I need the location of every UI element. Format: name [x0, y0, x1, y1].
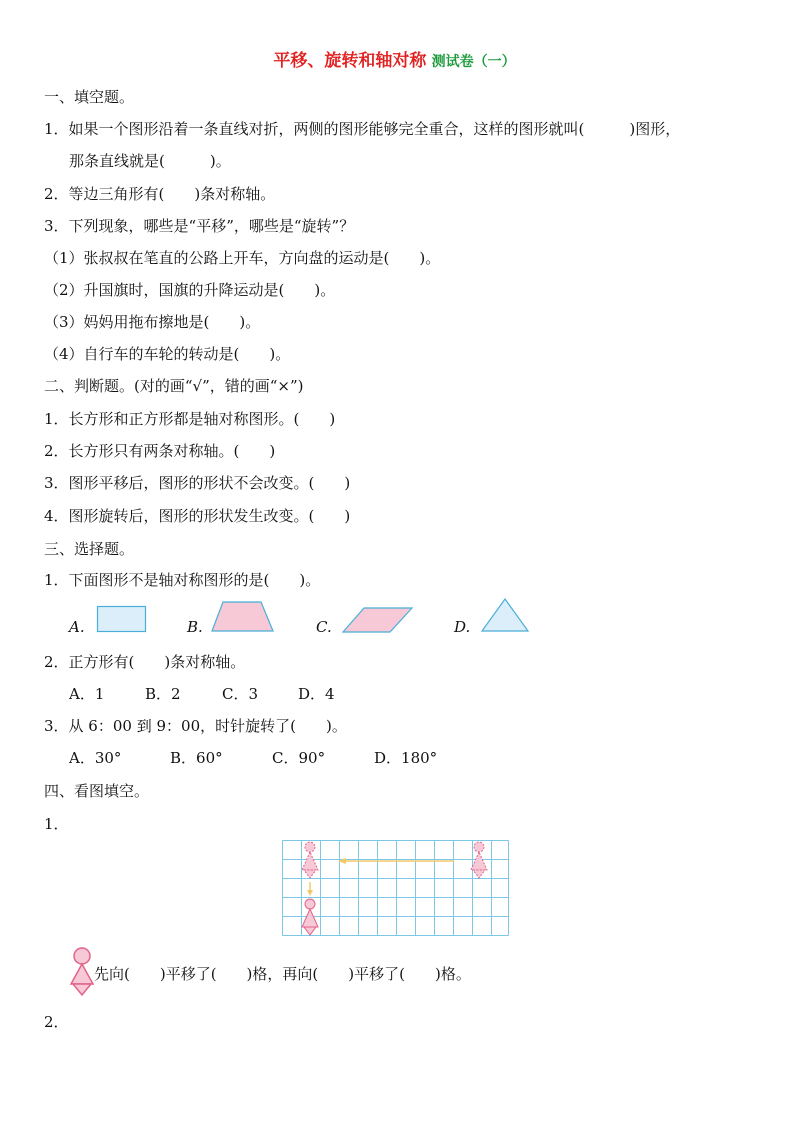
s1-q1-line1: 1．如果一个图形沿着一条直线对折，两侧的图形能够完全重合，这样的图形就叫( )图形， [44, 120, 681, 138]
s2-q2: 2．长方形只有两条对称轴。( ) [44, 442, 276, 460]
s4-q1-number: 1． [44, 815, 69, 833]
section-1-heading: 一、填空题。 [44, 88, 135, 106]
s2-q4: 4．图形旋转后，图形的形状发生改变。( ) [44, 507, 351, 525]
s3-q1: 1．下面图形不是轴对称图形的是( )。 [44, 571, 321, 589]
s1-q3-1: （1）张叔叔在笔直的公路上开车，方向盘的运动是( )。 [44, 249, 441, 267]
option-c-label: C. [316, 618, 332, 636]
s3-q2: 2．正方形有( )条对称轴。 [44, 653, 246, 671]
parallelogram-shape [342, 607, 414, 633]
s1-q1-line2: 那条直线就是( )。 [69, 152, 231, 170]
option-a-label: A. [69, 618, 85, 636]
s1-q2: 2．等边三角形有( )条对称轴。 [44, 185, 276, 203]
section-2-heading: 二、判断题。(对的画“√”，错的画“×”) [44, 377, 304, 395]
s4-q2-number: 2． [44, 1013, 69, 1031]
section-3-heading: 三、选择题。 [44, 540, 135, 558]
s3-q2-option-b: B．2 [145, 685, 181, 703]
s2-q3: 3．图形平移后，图形的形状不会改变。( ) [44, 474, 351, 492]
page-title [0, 46, 789, 71]
option-b-label: B. [187, 618, 203, 636]
s3-q2-option-a: A．1 [69, 685, 105, 703]
s3-q2-option-d: D．4 [298, 685, 335, 703]
section-4-heading: 四、看图填空。 [44, 782, 150, 800]
s1-q3-3: （3）妈妈用拖布擦地是( )。 [44, 313, 261, 331]
s1-q3-2: （2）升国旗时，国旗的升降运动是( )。 [44, 281, 336, 299]
s1-q3-4: （4）自行车的车轮的转动是( )。 [44, 345, 291, 363]
rectangle-shape [97, 606, 147, 633]
s3-q3-option-c: C．90° [272, 749, 326, 767]
s3-q3: 3．从 6：00 到 9：00，时针旋转了( )。 [44, 717, 347, 735]
s4-q1-text: 先向( )平移了( )格，再向( )平移了( )格。 [94, 965, 471, 983]
s1-q3: 3．下列现象，哪些是“平移”，哪些是“旋转”？ [44, 217, 355, 235]
title-sub: 测试卷（一） [431, 54, 516, 70]
s2-q1: 1．长方形和正方形都是轴对称图形。( ) [44, 410, 336, 428]
option-d-label: D. [454, 618, 471, 636]
translation-grid [282, 840, 510, 937]
s3-q2-option-c: C．3 [222, 685, 259, 703]
s3-q3-option-d: D．180° [374, 749, 438, 767]
triangle-shape [481, 598, 531, 633]
trapezoid-shape [211, 601, 275, 633]
s3-q3-option-b: B．60° [170, 749, 223, 767]
title-main: 平移、旋转和轴对称 [273, 51, 427, 71]
pink-figure-icon [68, 947, 96, 997]
s3-q3-option-a: A．30° [69, 749, 122, 767]
